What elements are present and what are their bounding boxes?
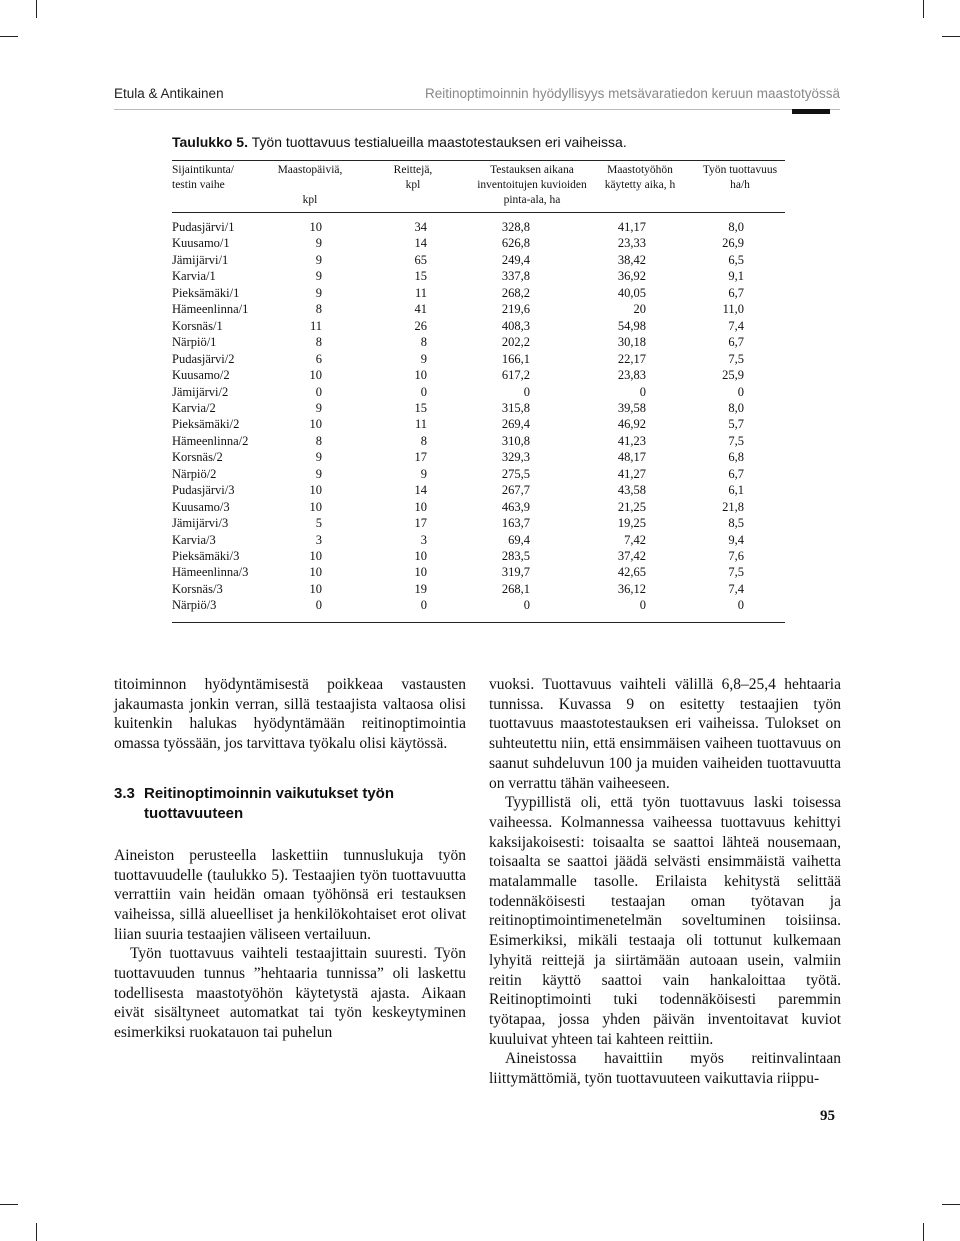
table-cell: 3 — [420, 532, 427, 547]
table-cell: 23,83 — [617, 368, 646, 383]
table-cell: 0 — [420, 598, 427, 613]
paragraph: Aineistossa havaittiin myös reitinvalintaan liittymättömiä, työn tuottavuuteen vaikuttavia riippu- — [489, 1050, 841, 1088]
table-row — [172, 500, 785, 516]
table-cell: 34 — [414, 220, 427, 234]
table-cell: 11 — [309, 318, 322, 333]
table-row — [172, 582, 785, 598]
body-column-right — [489, 675, 841, 1089]
table-cell: 69,4 — [508, 532, 530, 547]
table-cell: 9 — [315, 236, 322, 251]
table-cell: 39,58 — [617, 400, 646, 415]
table-caption — [172, 134, 627, 150]
table-cell: 17 — [414, 450, 427, 465]
table-cell: 269,4 — [501, 417, 530, 432]
paragraph: Työn tuottavuus vaihteli testaajittain suuresti. Työn tuottavuuden tunnus ”hehtaaria tunnissa” oli laskettu todellisesta maastotyöhön käytetystä ajasta. Aikaan eivät sisältyneet automatkat tai työn keskeytyminen esimerkiksi ruokatauon tai puhelun — [114, 945, 466, 1042]
table-cell: 9,1 — [728, 269, 744, 284]
table-cell: 6,7 — [728, 285, 744, 300]
table-cell: 25,9 — [722, 368, 744, 383]
table-cell: 163,7 — [501, 516, 530, 531]
table-cell: 0 — [737, 384, 744, 399]
table-cell: 10 — [414, 565, 427, 580]
table-cell: 6 — [315, 351, 322, 366]
table-cell: 463,9 — [501, 499, 530, 514]
table-cell: 283,5 — [501, 549, 530, 563]
header-text: Työn tuottavuus — [702, 164, 778, 176]
table-row — [172, 319, 785, 335]
table-cell: 10 — [309, 220, 322, 234]
table-cell: 0 — [737, 598, 744, 613]
table-cell: 0 — [315, 598, 322, 613]
table-row — [172, 352, 785, 368]
table-cell: 8,5 — [728, 516, 744, 531]
table-row — [172, 253, 785, 269]
row-location: Närpiö/3 — [172, 598, 217, 613]
table-caption-label: Taulukko 5. — [172, 134, 248, 150]
table-caption-text: Työn tuottavuus testialueilla maastotestauksen eri vaiheissa. — [251, 134, 627, 150]
row-location: Närpiö/1 — [172, 335, 217, 350]
table-cell: 5 — [315, 516, 322, 531]
table-cell: 21,8 — [722, 499, 744, 514]
header-authors: Etula & Antikainen — [114, 86, 224, 101]
crop-mark — [36, 0, 37, 18]
table-cell: 17 — [414, 516, 427, 531]
table-cell: 0 — [523, 598, 530, 613]
header-text: pinta-ala, ha — [503, 194, 561, 206]
table-row — [172, 565, 785, 581]
row-location: Karvia/3 — [172, 532, 216, 547]
row-location: Närpiö/2 — [172, 466, 217, 481]
crop-mark — [36, 1223, 37, 1241]
table-cell: 9 — [315, 466, 322, 481]
table-cell: 9 — [315, 252, 322, 267]
running-header — [114, 86, 840, 106]
table-cell: 7,4 — [728, 318, 744, 333]
table-cell: 26,9 — [722, 236, 744, 251]
row-location: Jämijärvi/1 — [172, 252, 229, 267]
header-text: Testauksen aikana — [490, 164, 574, 176]
table-cell: 41,27 — [617, 466, 646, 481]
row-location: Karvia/1 — [172, 269, 216, 284]
row-location: Karvia/2 — [172, 400, 216, 415]
table-cell: 48,17 — [617, 450, 646, 465]
table-cell: 36,92 — [617, 269, 646, 284]
table-cell: 337,8 — [501, 269, 530, 284]
section-title-line-1: Reitinoptimoinnin vaikutukset työn — [144, 784, 395, 802]
table-cell: 5,7 — [728, 417, 744, 432]
row-location: Jämijärvi/2 — [172, 384, 229, 399]
table-cell: 10 — [309, 565, 322, 580]
table-header-time — [580, 163, 700, 193]
table-cell: 7,4 — [728, 581, 744, 596]
table-cell: 41 — [414, 302, 427, 317]
table-row — [172, 516, 785, 532]
section-number: 3.3 — [114, 784, 135, 802]
crop-mark — [923, 0, 924, 18]
table-cell: 328,8 — [501, 220, 530, 234]
table-cell: 9 — [420, 351, 427, 366]
table-cell: 0 — [523, 384, 530, 399]
crop-mark — [942, 1204, 960, 1205]
table-cell: 65 — [414, 252, 427, 267]
table-cell: 11 — [414, 285, 427, 300]
table-cell: 626,8 — [501, 236, 530, 251]
table-row — [172, 236, 785, 252]
header-text: kpl — [302, 194, 318, 206]
header-text: testin vaihe — [172, 179, 225, 191]
row-location: Pudasjärvi/2 — [172, 351, 235, 366]
table-cell: 7,5 — [728, 351, 744, 366]
table-cell: 9,4 — [728, 532, 744, 547]
table-cell: 38,42 — [617, 252, 646, 267]
table-cell: 10 — [309, 417, 322, 432]
table-cell: 36,12 — [617, 581, 646, 596]
table-cell: 249,4 — [501, 252, 530, 267]
table-cell: 329,3 — [501, 450, 530, 465]
page-number: 95 — [820, 1108, 835, 1124]
table-cell: 3 — [315, 532, 322, 547]
table-row — [172, 269, 785, 285]
table-cell: 9 — [420, 466, 427, 481]
table-cell: 15 — [414, 269, 427, 284]
table-bottom-rule — [172, 622, 785, 623]
table-cell: 202,2 — [501, 335, 530, 350]
table-cell: 11 — [414, 417, 427, 432]
header-text: käytetty aika, h — [604, 179, 676, 191]
table-header-location — [172, 163, 234, 193]
body-column-left — [114, 675, 466, 1043]
table-cell: 6,8 — [728, 450, 744, 465]
table-cell: 8,0 — [728, 220, 744, 234]
table-header-fielddays — [270, 163, 350, 208]
table-row — [172, 467, 785, 483]
crop-mark — [0, 36, 18, 37]
section-heading — [114, 784, 466, 824]
table-cell: 6,7 — [728, 335, 744, 350]
row-location: Jämijärvi/3 — [172, 516, 229, 531]
table-row — [172, 533, 785, 549]
row-location: Pudasjärvi/1 — [172, 220, 235, 234]
table-cell: 219,6 — [501, 302, 530, 317]
row-location: Pieksämäki/1 — [172, 285, 240, 300]
table-cell: 10 — [414, 499, 427, 514]
table-cell: 11,0 — [722, 302, 744, 317]
table-cell: 10 — [309, 581, 322, 596]
row-location: Korsnäs/2 — [172, 450, 223, 465]
table-cell: 8 — [420, 335, 427, 350]
table-row — [172, 286, 785, 302]
table-cell: 9 — [315, 400, 322, 415]
table-cell: 14 — [414, 236, 427, 251]
table-cell: 10 — [309, 483, 322, 498]
table-cell: 19 — [414, 581, 427, 596]
table-cell: 9 — [315, 285, 322, 300]
table-cell: 0 — [315, 384, 322, 399]
crop-mark — [0, 1204, 18, 1205]
row-location: Hämeenlinna/2 — [172, 433, 249, 448]
header-rule — [114, 109, 840, 110]
table-cell: 15 — [414, 400, 427, 415]
table-cell: 6,5 — [728, 252, 744, 267]
table-cell: 10 — [309, 368, 322, 383]
table-cell: 10 — [414, 368, 427, 383]
header-text: Maastotyöhön — [607, 164, 673, 176]
table-cell: 10 — [414, 549, 427, 563]
table-header-routes — [378, 163, 448, 193]
header-marker — [792, 109, 830, 114]
header-text — [270, 178, 350, 193]
header-text: Sijaintikunta/ — [172, 164, 234, 176]
table-row — [172, 385, 785, 401]
table-cell: 42,65 — [617, 565, 646, 580]
paragraph: Aineiston perusteella laskettiin tunnuslukuja työn tuottavuudelle (taulukko 5). Testaajien työn tuottavuutta verrattiin vain heidän omaan työhönsä eri testauksen vaiheissa, sillä alueelliset ja henkilökohtaiset erot olivat liian suuria testaajien väliseen vertailuun. — [114, 846, 466, 943]
table-cell: 46,92 — [617, 417, 646, 432]
table-cell: 21,25 — [617, 499, 646, 514]
header-text: Reittejä, — [393, 164, 433, 176]
header-text: Maastopäiviä, — [277, 164, 343, 176]
table-cell: 268,2 — [501, 285, 530, 300]
table-cell: 54,98 — [617, 318, 646, 333]
table-cell: 41,17 — [617, 220, 646, 234]
crop-mark — [923, 1223, 924, 1241]
table-cell: 268,1 — [501, 581, 530, 596]
header-text: kpl — [405, 179, 421, 191]
table-cell: 8 — [315, 433, 322, 448]
table-cell: 408,3 — [501, 318, 530, 333]
header-text: inventoitujen kuvioiden — [477, 179, 587, 191]
row-location: Pudasjärvi/3 — [172, 483, 235, 498]
paragraph: vuoksi. Tuottavuus vaihteli välillä 6,8–25,4 hehtaaria tunnissa. Kuvassa 9 on esitetty testaajien työn tuottavuus maastotestauksen eri vaiheissa. Tulokset on suhteutettu niin, että ensimmäisen vaiheen tuottavuus on saanut suhdeluvun 100 ja muiden vaiheiden tuottavuutta on verrattu tähän vaiheeseen. — [489, 676, 841, 792]
row-location: Kuusamo/2 — [172, 368, 230, 383]
table-row — [172, 417, 785, 433]
table-cell: 30,18 — [617, 335, 646, 350]
table-cell: 8 — [315, 302, 322, 317]
table-cell: 22,17 — [617, 351, 646, 366]
table-cell: 8 — [315, 335, 322, 350]
table-cell: 26 — [414, 318, 427, 333]
paragraph: titoiminnon hyödyntämisestä poikkeaa vastausten jakaumasta jonkin verran, sillä testaajista valtaosa olisi kuitenkin halukas hyödyntämään reitinoptimointia omassa työssään, jos tarvittava työkalu olisi käytössä. — [114, 676, 466, 753]
table-cell: 275,5 — [501, 466, 530, 481]
table-cell: 8,0 — [728, 400, 744, 415]
row-location: Kuusamo/1 — [172, 236, 230, 251]
table-row — [172, 302, 785, 318]
row-location: Korsnäs/1 — [172, 318, 223, 333]
table-cell: 37,42 — [617, 549, 646, 563]
table-cell: 41,23 — [617, 433, 646, 448]
table-cell: 7,5 — [728, 433, 744, 448]
table-cell: 20 — [633, 302, 646, 317]
table-cell: 40,05 — [617, 285, 646, 300]
table-cell: 166,1 — [501, 351, 530, 366]
table-cell: 267,7 — [501, 483, 530, 498]
table-cell: 23,33 — [617, 236, 646, 251]
table-cell: 6,7 — [728, 466, 744, 481]
table-row — [172, 483, 785, 499]
table-cell: 7,42 — [624, 532, 646, 547]
table-cell: 8 — [420, 433, 427, 448]
row-location: Pieksämäki/3 — [172, 549, 240, 563]
table-row — [172, 549, 785, 565]
header-title: Reitinoptimoinnin hyödyllisyys metsävaratiedon keruun maastotyössä — [425, 86, 840, 101]
table-cell: 0 — [639, 384, 646, 399]
section-title-line-2: tuottavuuteen — [144, 804, 244, 822]
table-cell: 14 — [414, 483, 427, 498]
table-cell: 315,8 — [501, 400, 530, 415]
crop-mark — [942, 36, 960, 37]
table-row — [172, 335, 785, 351]
table-cell: 9 — [315, 450, 322, 465]
table-row — [172, 368, 785, 384]
table-row — [172, 220, 785, 236]
table-cell: 310,8 — [501, 433, 530, 448]
table-cell: 9 — [315, 269, 322, 284]
table-cell: 6,1 — [728, 483, 744, 498]
header-text: ha/h — [730, 179, 750, 191]
table-row — [172, 434, 785, 450]
row-location: Korsnäs/3 — [172, 581, 223, 596]
table-cell: 7,6 — [728, 549, 744, 563]
row-location: Pieksämäki/2 — [172, 417, 240, 432]
table-row — [172, 401, 785, 417]
table-cell: 10 — [309, 499, 322, 514]
table-cell: 319,7 — [501, 565, 530, 580]
table-row — [172, 598, 785, 614]
table-header-rule — [172, 212, 785, 213]
paragraph: Tyypillistä oli, että työn tuottavuus laski toisessa vaiheessa. Kolmannessa vaiheessa tuottavuus kehittyi kaksijakoisesti: toisaalta se saattoi lähteä nousemaan, toisaalta se saattoi jäädä selvästi ensimmäistä vaihetta matalammalle tasolle. Erilaista kehitystä selittää todennäköisesti testaajan oman työtavan ja reitinoptimointimenetelmän soveltuminen toisiinsa. Esimerkiksi, mikäli testaaja oli tottunut kulkemaan lyhyitä reittejä ja siirtämään autoaan usein, valmiin reitin käyttö saattoi vain hankaloittaa työtä. Reitinoptimointi tuki todennäköisesti paremmin työtapaa, jossa yhden päivän inventoitavat kuviot kuuluivat yhteen tai kahteen reittiin. — [489, 794, 841, 1048]
row-location: Kuusamo/3 — [172, 499, 230, 514]
table-header-productivity — [690, 163, 790, 193]
table-cell: 617,2 — [501, 368, 530, 383]
table-cell: 43,58 — [617, 483, 646, 498]
table-cell: 10 — [309, 549, 322, 563]
row-location: Hämeenlinna/3 — [172, 565, 249, 580]
table-cell: 0 — [420, 384, 427, 399]
table-cell: 7,5 — [728, 565, 744, 580]
table-row — [172, 450, 785, 466]
table-cell: 0 — [639, 598, 646, 613]
table-cell: 19,25 — [617, 516, 646, 531]
row-location: Hämeenlinna/1 — [172, 302, 249, 317]
table-top-rule — [172, 160, 785, 161]
